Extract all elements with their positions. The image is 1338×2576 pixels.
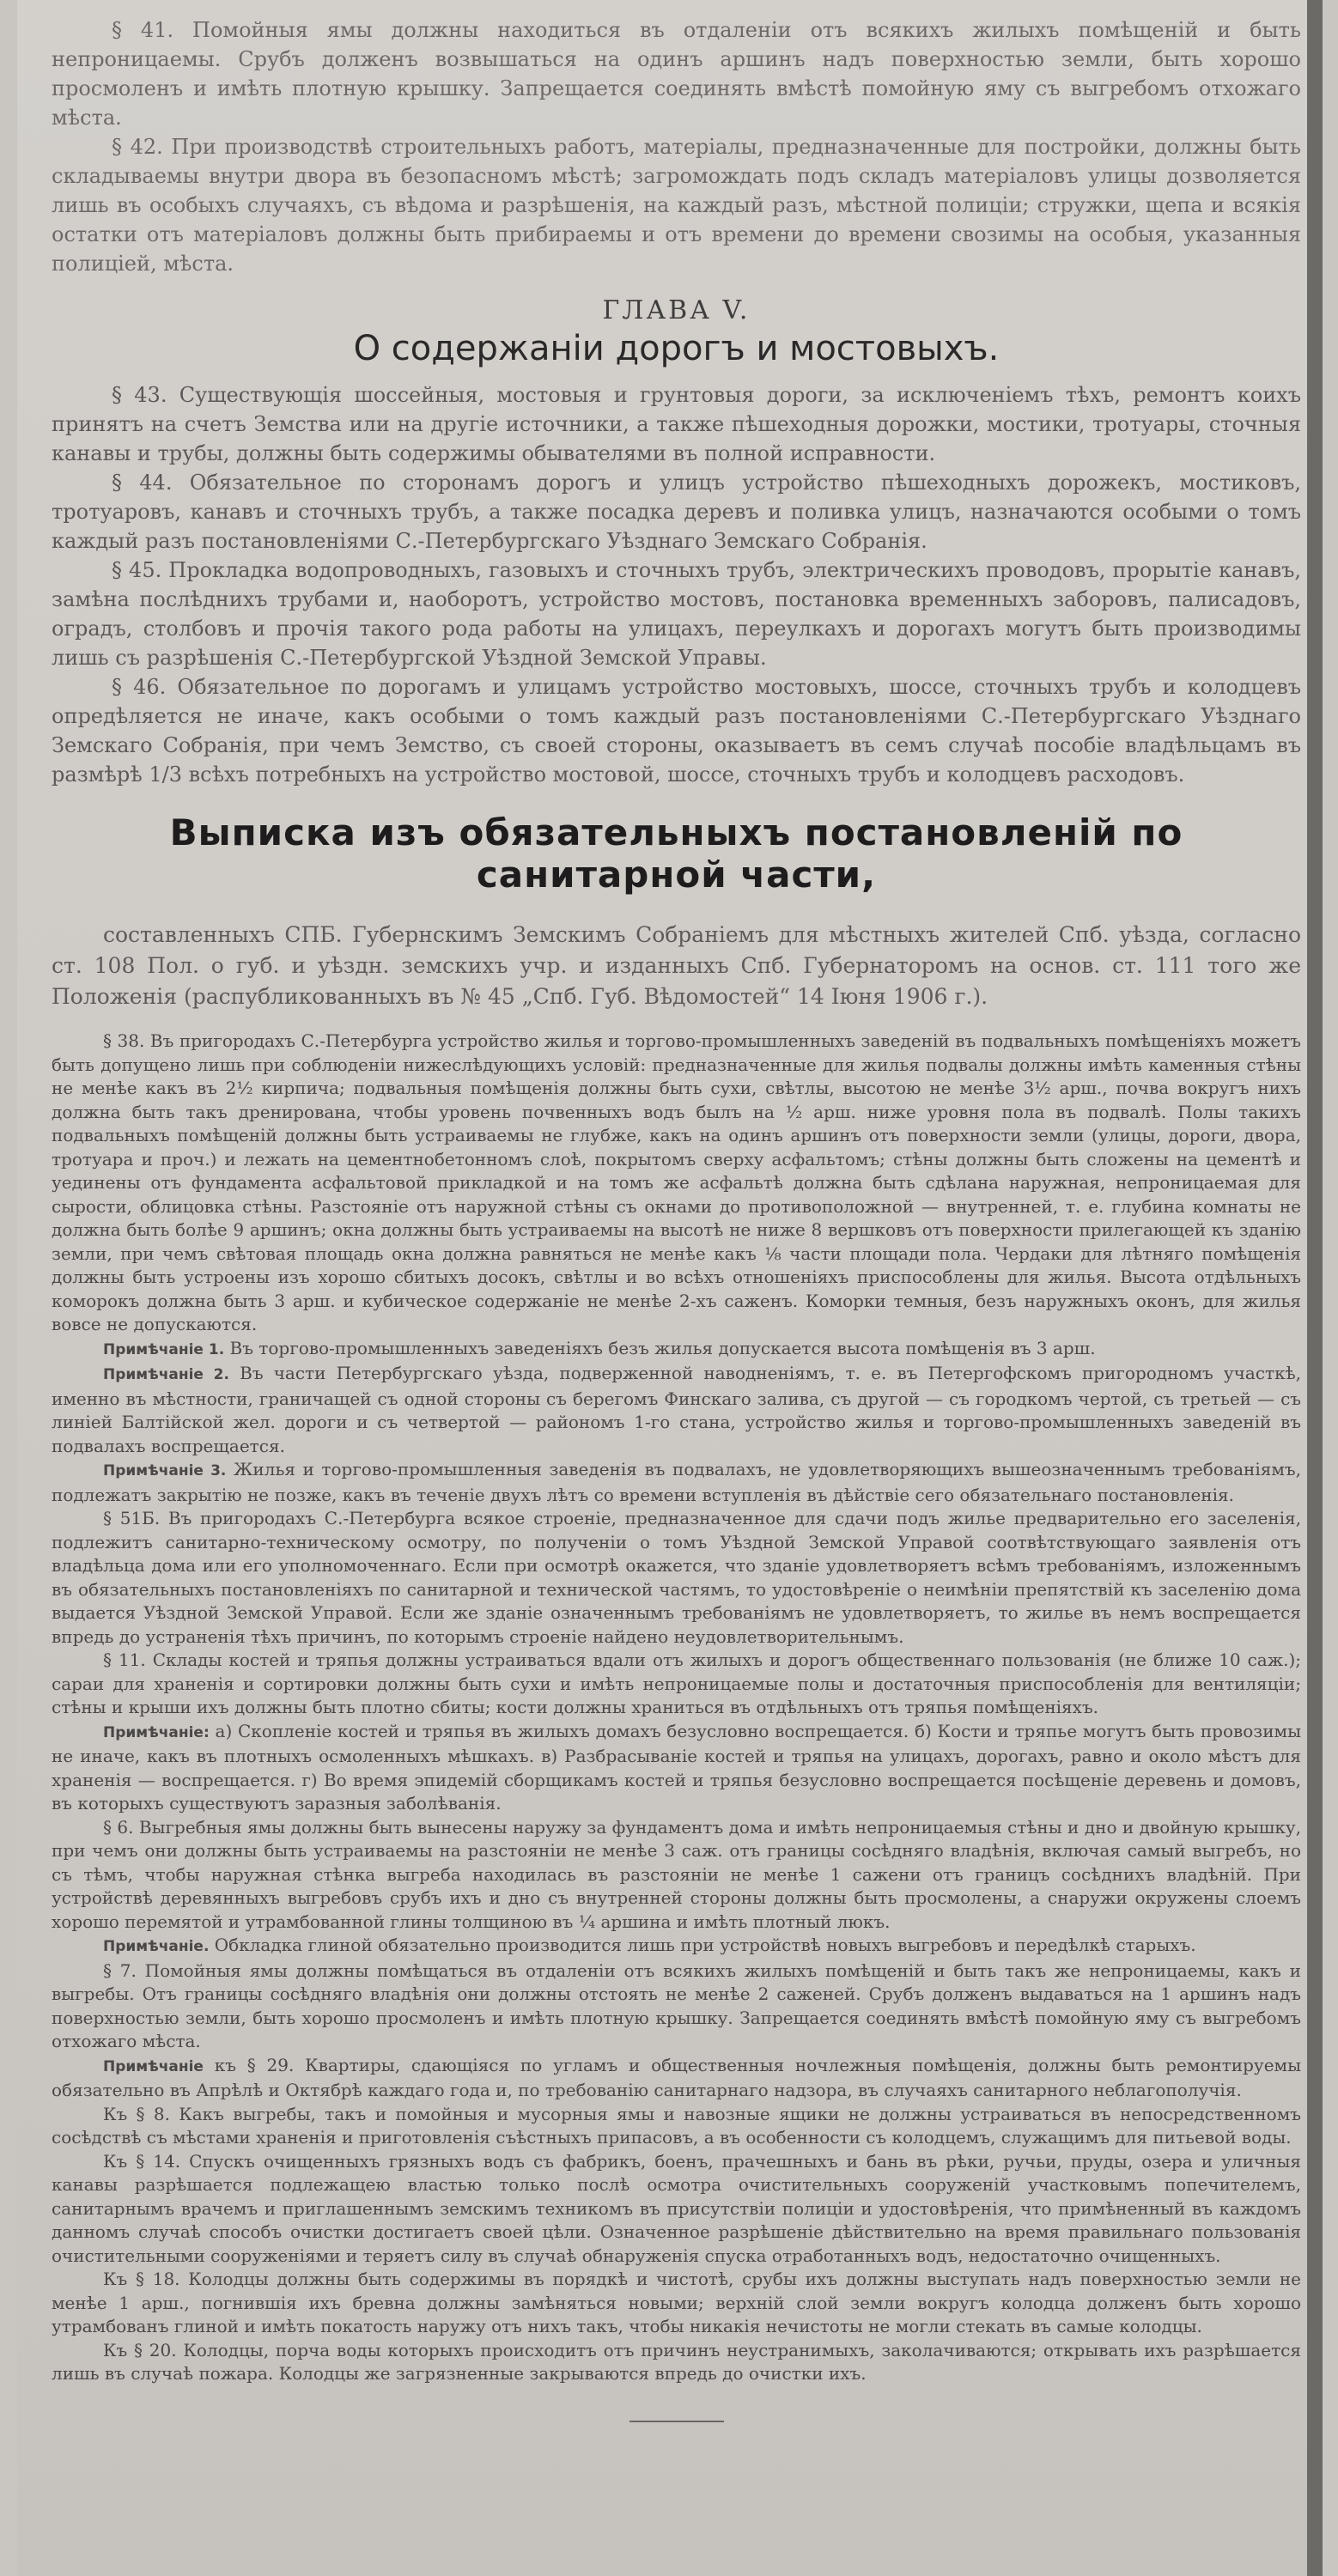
extract-title: Выписка изъ обязательныхъ постановленій по санитарной части, — [169, 811, 1183, 896]
paragraph-45: § 45. Прокладка водопроводныхъ, газовыхъ и сточныхъ трубъ, электрическихъ проводовъ, прорытіе канавъ, замѣна послѣднихъ трубами и, наоборотъ, устройство мостовъ, постановка временныхъ заборовъ, палисадовъ, оградъ, столбовъ и прочія такого рода работы на улицахъ, переулкахъ и дорогахъ могутъ быть производимы лишь съ разрѣшенія С.-Петербургской Уѣздной Земской Управы. — [52, 558, 1301, 670]
paragraph-k20: Къ § 20. Колодцы, порча воды которыхъ происходитъ отъ причинъ неустранимыхъ, заколачиваются; открывать ихъ разрѣшается лишь въ случаѣ пожара. Колодцы же загрязненные закрываются впредь до очистки ихъ. — [52, 2339, 1301, 2384]
paragraph-46: § 46. Обязательное по дорогамъ и улицамъ устройство мостовыхъ, шоссе, сточныхъ трубъ и колодцевъ опредѣляется не иначе, какъ особыми о томъ каждый разъ постановленіями С.-Петербургскаго Уѣзднаго Земскаго Собранія, при чемъ Земство, съ своей стороны, оказываетъ въ семъ случаѣ пособіе владѣльцамъ въ размѣрѣ 1/3 всѣхъ потребныхъ на устройство мостовой, шоссе, сточныхъ трубъ и колодцевъ расходовъ. — [52, 675, 1301, 787]
chapter-number: ГЛАВА V. — [602, 295, 751, 325]
note-2-label: Примѣчаніе 2. — [103, 1366, 229, 1383]
paragraph-41: § 41. Помойныя ямы должны находиться въ отдаленіи отъ всякихъ жилыхъ помѣщеній и быть непроницаемы. Срубъ долженъ возвышаться на одинъ аршинъ надъ поверхностью земли, быть хорошо просмоленъ и имѣть плотную крышку. Запрещается соединять вмѣстѣ помойную яму съ выгребомъ отхожаго мѣста. — [52, 18, 1301, 130]
paragraph-k8: Къ § 8. Какъ выгребы, такъ и помойныя и мусорныя ямы и навозные ящики не должны устраиваться въ непосредственномъ сосѣдствѣ съ мѣстами храненія и приготовленія съѣстныхъ припасовъ, а въ особенности съ колодцемъ, служащимъ для питьевой воды. — [52, 2103, 1301, 2148]
note-3-text: Жилья и торгово-промышленныя заведенія въ подвалахъ, не удовлетворяющихъ вышеозначеннымъ требованіямъ, подлежатъ закрытію не позже, какъ въ теченіе двухъ лѣтъ со времени вступленія въ дѣйствіе сего обязательнаго постановленія. — [52, 1459, 1302, 1505]
paragraph-k18: Къ § 18. Колодцы должны быть содержимы въ порядкѣ и чистотѣ, срубы ихъ должны выступать надъ поверхностью земли не менѣе 1 арш., погнившія ихъ бревна должны замѣняться новыми; верхній слой земли вокругъ колодца долженъ быть хорошо утрамбованъ глиной и имѣть покатость наружу отъ нихъ такъ, чтобы никакія нечистоты не могли стекать въ самые колодцы. — [52, 2269, 1301, 2336]
sanitary-section — [52, 1030, 1301, 2386]
paragraph-42: § 42. При производствѣ строительныхъ работъ, матеріалы, предназначенные для постройки, должны быть складываемы внутри двора въ безопасномъ мѣстѣ; загромождать подъ складъ матеріаловъ улицы дозволяется лишь въ особыхъ случаяхъ, съ вѣдома и разрѣшенія, на каждый разъ, мѣстной полиціи; стружки, щепа и всякія остатки отъ матеріаловъ должны быть прибираемы и отъ времени до времени свозимы на особыя, указанныя полиціей, мѣста. — [52, 135, 1301, 276]
document-page — [17, 0, 1323, 2576]
note-1-text: Въ торгово-промышленныхъ заведеніяхъ безъ жилья допускается высота помѣщенія въ 3 арш. — [229, 1337, 1096, 1358]
paragraph-38: § 38. Въ пригородахъ С.-Петербурга устройство жилья и торгово-промышленныхъ заведеній въ подвальныхъ помѣщеніяхъ можетъ быть допущено лишь при соблюденіи нижеслѣдующихъ условій: предназначенные для жилья подвалы должны имѣть каменныя стѣны не менѣе какъ въ 2½ кирпича; подвальныя помѣщенія должны быть сухи, свѣтлы, высотою не менѣе 3½ арш., почва вокругъ нихъ должна быть такъ дренирована, чтобы уровень почвенныхъ водъ былъ на ½ арш. ниже уровня пола въ подвалѣ. Полы такихъ подвальныхъ помѣщеній должны быть устраиваемы не глубже, какъ на одинъ аршинъ отъ поверхности земли (улицы, дороги, двора, тротуара и проч.) и лежать на цементнобетонномъ слоѣ, покрытомъ сверху асфальтомъ; стѣны должны быть сложены на цементѣ и уединены отъ фундамента асфальтовой прикладкой и на томъ же асфальтѣ должна быть сдѣлана наружная, непроницаемая для сырости, облицовка стѣны. Разстояніе отъ наружной стѣны съ окнами до противоположной — внутренней, т. е. глубина комнаты не должна быть болѣе 9 аршинъ; окна должны быть устраиваемы на высотѣ не ниже 8 вершковъ отъ поверхности прилегающей къ зданію земли, при чемъ свѣтовая площадь окна должна равняться не менѣе какъ ⅛ части площади пола. Чердаки для лѣтняго помѣщенія должны быть устроены изъ хорошо сбитыхъ досокъ, свѣтлы и во всѣхъ отношеніяхъ приспособлены для жилья. Высота отдѣльныхъ коморокъ должна быть 3 арш. и кубическое содержаніе не менѣе 2-хъ саженъ. Коморки темныя, безъ наружныхъ оконъ, для жилья вовсе не допускаются. — [52, 1030, 1301, 1334]
paragraph-11: § 11. Склады костей и тряпья должны устраиваться вдали отъ жилыхъ и дорогъ общественнаго пользованія (не ближе 10 саж.); сараи для храненія и сортировки должны быть сухи и имѣть непроницаемые полы и достаточныя приспособленія для вентиляціи; стѣны и крыши ихъ должны быть плотно сбиты; кости должны храниться въ отдѣльныхъ отъ тряпья помѣщеніяхъ. — [52, 1649, 1301, 1717]
chapter-title: О содержаніи дорогъ и мостовыхъ. — [353, 329, 1000, 368]
paragraph-6: § 6. Выгребныя ямы должны быть вынесены наружу за фундаментъ дома и имѣть непроницаемыя стѣны и дно и двойную крышку, при чемъ они должны быть устраиваемы на разстояніи не менѣе 3 саж. отъ границы сосѣдняго владѣнія, включая самый выгребъ, но съ тѣмъ, чтобы наружная стѣнка выгреба находилась въ разстояніи не менѣе 1 сажени отъ границъ сосѣднихъ владѣній. При устройствѣ деревянныхъ выгребовъ срубъ ихъ и дно съ внутренней стороны должны быть просмолены, а снаружи окружены слоемъ хорошо перемятой и утрамбованной глины толщиною въ ¼ аршина и имѣть плотный люкъ. — [52, 1816, 1301, 1932]
note-2 — [52, 1362, 1301, 1458]
note-11-label: Примѣчаніе: — [103, 1723, 210, 1741]
note-3-label: Примѣчаніе 3. — [103, 1462, 227, 1479]
paragraph-51b: § 51Б. Въ пригородахъ С.-Петербурга всякое строеніе, предназначенное для сдачи подъ жилье предварительно его заселенія, подлежитъ санитарно-техническому осмотру, по полученіи о томъ Уѣздной Земской Управой соотвѣтствующаго заявленія отъ владѣльца дома или его уполномоченнаго. Если при осмотрѣ окажется, что зданіе удовлетворяетъ всѣмъ требованіямъ, изложеннымъ въ обязательныхъ постановленіяхъ по санитарной и технической частямъ, то удостовѣреніе о неимѣніи препятствій къ заселенію дома выдается Уѣздной Земской Управой. Если же зданіе означеннымъ требованіямъ не удовлетворяетъ, то жилье въ немъ воспрещается впредь до устраненія тѣхъ причинъ, по которымъ строеніе найдено неудовлетворительнымъ. — [52, 1508, 1301, 1647]
note-6-text: Обкладка глиной обязательно производится лишь при устройствѣ новыхъ выгребовъ и передѣлкѣ старыхъ. — [214, 1935, 1196, 1955]
note-29 — [52, 2054, 1301, 2103]
paragraph-44: § 44. Обязательное по сторонамъ дорогъ и улицъ устройство пѣшеходныхъ дорожекъ, мостиковъ, тротуаровъ, канавъ и сточныхъ трубъ, а также посадка деревъ и поливка улицъ, назначаются особыми о томъ каждый разъ постановленіями С.-Петербургскаго Уѣзднаго Земскаго Собранія. — [52, 471, 1301, 553]
note-29-label: Примѣчаніе — [103, 2057, 204, 2075]
document-body — [52, 15, 1301, 2422]
note-1-label: Примѣчаніе 1. — [103, 1340, 225, 1358]
note-2-text: Въ части Петербургскаго уѣзда, подверженной наводненіямъ, т. е. въ Петергофскомъ пригородномъ участкѣ, именно въ мѣстности, граничащей съ одной стороны съ берегомъ Финскаго залива, съ другой — съ городкомъ чертой, съ третьей — съ линіей Балтійской жел. дороги и съ четвертой — райономъ 1-го стана, устройство жилья и торгово-промышленныхъ заведеній въ подвалахъ воспрещается. — [52, 1363, 1302, 1456]
chapter-v-section — [52, 380, 1301, 789]
note-1 — [52, 1337, 1301, 1363]
note-11-text: а) Скопленіе костей и тряпья въ жилыхъ домахъ безусловно воспрещается. б) Кости и тряпье могутъ быть провозимы не иначе, какъ въ плотныхъ осмоленныхъ мѣшкахъ. в) Разбрасываніе костей и тряпья на улицахъ, дорогахъ, равно и около мѣстъ для храненія — воспрещается. г) Во время эпидемій сборщикамъ костей и тряпья безусловно воспрещается посѣщеніе деревень и домовъ, въ которыхъ существуютъ заразныя заболѣванія. — [52, 1720, 1302, 1814]
page-binding-edge — [1307, 0, 1323, 2576]
note-11 — [52, 1720, 1301, 1816]
note-6-label: Примѣчаніе. — [103, 1938, 210, 1955]
note-3 — [52, 1458, 1301, 1507]
closing-rule — [629, 2421, 724, 2422]
paragraph-k14: Къ § 14. Спускъ очищенныхъ грязныхъ водъ съ фабрикъ, боенъ, прачешныхъ и бань въ рѣки, ручьи, пруды, озера и уличныя канавы разрѣшается подлежащею властью только послѣ осмотра очистительныхъ сооруженій участковымъ попечителемъ, санитарнымъ врачемъ и приглашеннымъ земскимъ техникомъ въ присутствіи полиціи и удостовѣренія, что примѣненный въ каждомъ данномъ случаѣ способъ очистки достигаетъ своей цѣли. Означенное разрѣшеніе дѣйствительно на время правильнаго пользованія очистительными сооруженіями и теряетъ силу въ случаѣ обнаруженія спуска отработанныхъ водъ, недостаточно очищенныхъ. — [52, 2150, 1301, 2266]
extract-source: составленныхъ СПБ. Губернскимъ Земскимъ Собраніемъ для мѣстныхъ жителей Спб. уѣзда, согласно ст. 108 Пол. о губ. и уѣздн. земскихъ учр. и изданныхъ Спб. Губернаторомъ на основ. ст. 111 того же Положенія (распубликованныхъ въ № 45 „Спб. Губ. Вѣдомостей“ 14 Іюня 1906 г.). — [52, 922, 1301, 1009]
paragraph-43: § 43. Существующія шоссейныя, мостовыя и грунтовыя дороги, за исключеніемъ тѣхъ, ремонтъ коихъ принятъ на счетъ Земства или на другіе источники, а также пѣшеходныя дорожки, мостики, тротуары, сточныя канавы и трубы, должны быть содержимы обывателями въ полной исправности. — [52, 383, 1301, 465]
note-6 — [52, 1934, 1301, 1959]
note-29-text: къ § 29. Квартиры, сдающіяся по угламъ и общественныя ночлежныя помѣщенія, должны быть ремонтируемы обязательно въ Апрѣлѣ и Октябрѣ каждаго года и, по требованію санитарнаго надзора, въ случаяхъ санитарного неблагополучія. — [52, 2054, 1302, 2100]
paragraph-7: § 7. Помойныя ямы должны помѣщаться въ отдаленіи отъ всякихъ жилыхъ помѣщеній и быть такъ же непроницаемы, какъ и выгребы. Отъ границы сосѣдняго владѣнія они должны отстоять не менѣе 2 саженей. Срубъ долженъ выдаваться на 1 аршинъ надъ поверхностью земли, быть хорошо просмоленъ и имѣть плотную крышку. Запрещается соединять вмѣстѣ помойную яму съ выгребомъ отхожаго мѣста. — [52, 1959, 1301, 2051]
